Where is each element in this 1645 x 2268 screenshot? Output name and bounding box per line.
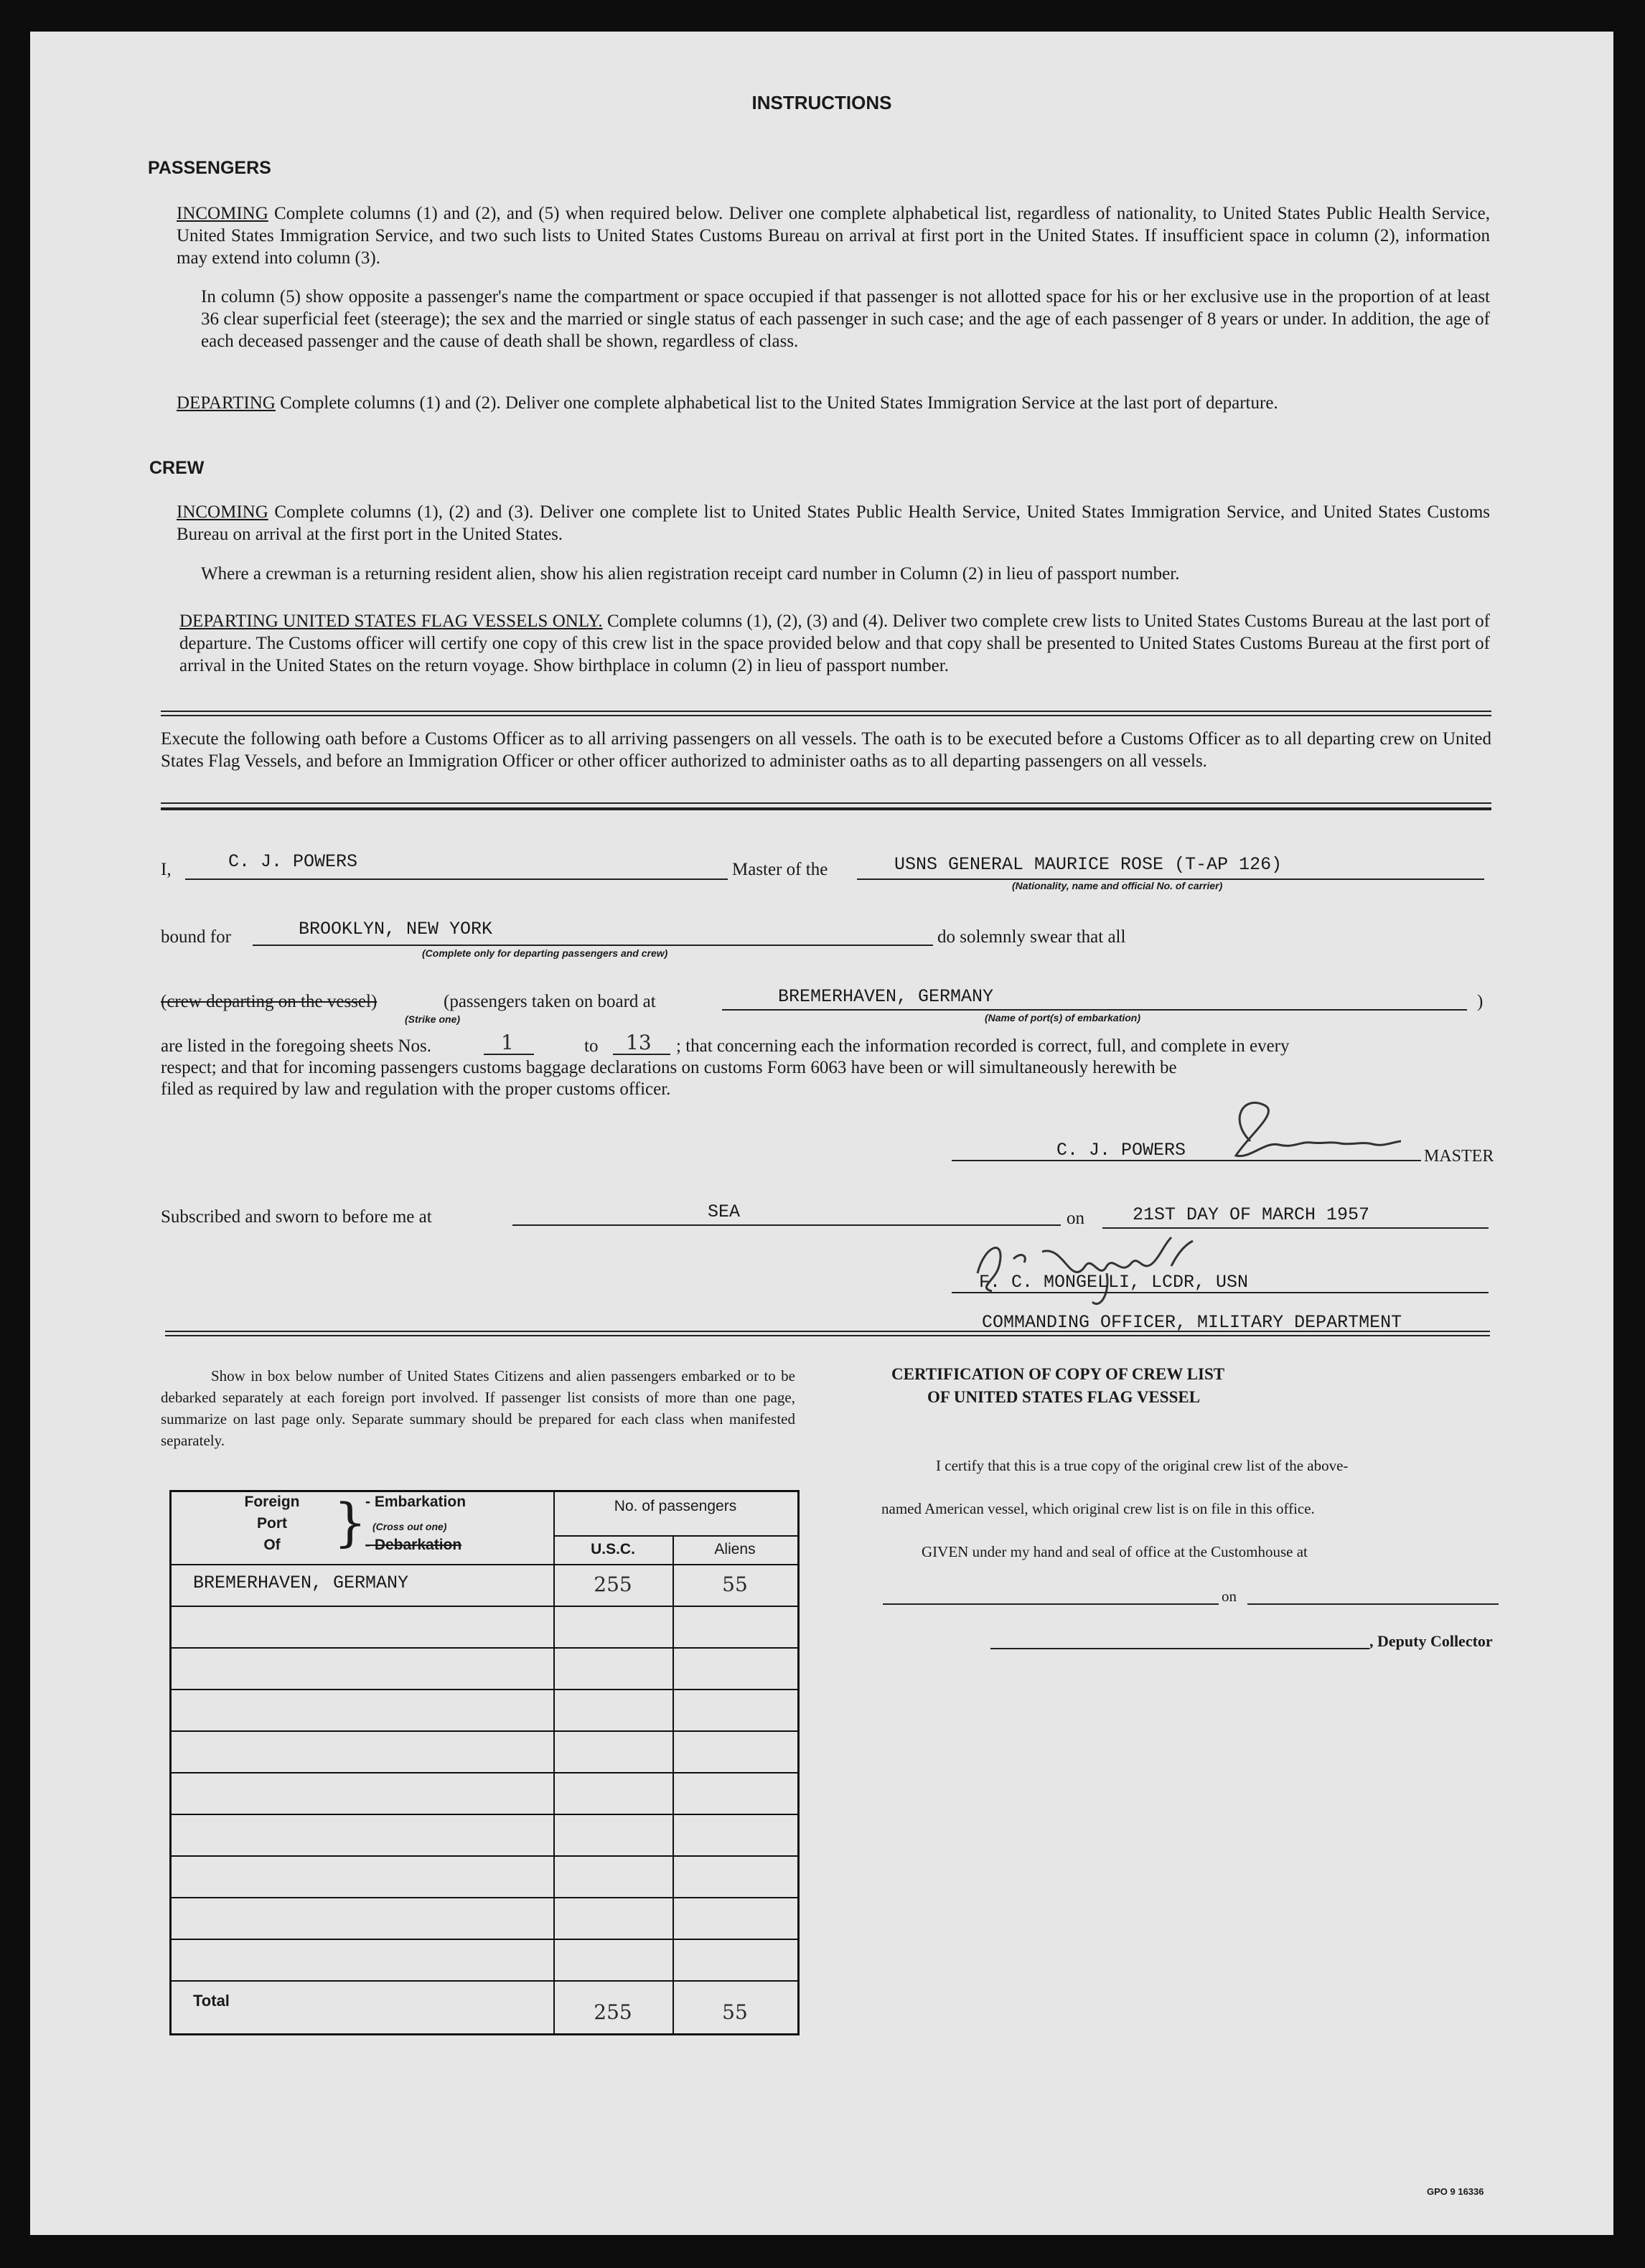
header-port: Port	[257, 1515, 287, 1532]
swear-text: do solemnly swear that all	[937, 927, 1126, 947]
bound-for-label: bound for	[161, 927, 231, 947]
total-label: Total	[193, 1992, 230, 2010]
oath-instructions: Execute the following oath before a Customs Officer as to all arriving passengers on all vessels. The oath is to be executed before a Customs Officer as to all departing crew on United States Flag Vessels, and before an Immigration Officer or other officer authorized to administer oaths as to all departing passengers on all vessels.	[161, 729, 1491, 771]
row-divider	[172, 1814, 797, 1815]
to-label: to	[584, 1036, 599, 1056]
divider	[161, 715, 1491, 716]
officer-signature	[963, 1223, 1265, 1316]
subscribed-label: Subscribed and sworn to before me at	[161, 1207, 432, 1227]
master-name-field: C. J. POWERS	[228, 851, 358, 872]
crew-heading: CREW	[149, 458, 205, 478]
certification-line-1: I certify that this is a true copy of the original crew list of the above-	[936, 1457, 1349, 1474]
port-field: BREMERHAVEN, GERMANY	[778, 986, 994, 1007]
crew-departing-label: DEPARTING UNITED STATES FLAG VESSELS ONLY.	[179, 611, 603, 631]
deputy-collector-line	[990, 1648, 1369, 1649]
passengers-taken-label: (passengers taken on board at	[444, 992, 656, 1011]
header-brace: }	[334, 1492, 367, 1552]
master-label: MASTER	[1424, 1147, 1494, 1166]
certification-title-1: CERTIFICATION OF COPY OF CREW LIST	[891, 1365, 1225, 1383]
page-title: INSTRUCTIONS	[751, 92, 892, 113]
master-signature	[1222, 1091, 1408, 1170]
divider	[165, 1331, 1490, 1332]
header-bottom	[172, 1564, 797, 1565]
listed-text-a: are listed in the foregoing sheets Nos.	[161, 1036, 431, 1056]
sworn-at-field: SEA	[708, 1201, 741, 1222]
passengers-incoming-label: INCOMING	[177, 204, 268, 223]
port-line	[722, 1009, 1467, 1011]
divider	[161, 802, 1491, 804]
close-paren: )	[1477, 992, 1484, 1011]
row-divider	[172, 1606, 797, 1607]
row-aliens: 55	[722, 1573, 748, 1596]
document-page	[30, 32, 1613, 2235]
header-usc: U.S.C.	[591, 1541, 635, 1557]
bound-for-line	[253, 945, 933, 946]
sworn-date-field: 21ST DAY OF MARCH 1957	[1133, 1204, 1370, 1225]
divider	[161, 807, 1491, 810]
row-divider	[172, 1647, 797, 1649]
on-label: on	[1067, 1209, 1084, 1228]
header-debarkation: - Debarkation	[365, 1537, 462, 1553]
column-divider	[672, 1535, 674, 2033]
vessel-caption: (Nationality, name and official No. of carrier)	[1012, 880, 1223, 891]
customhouse-line	[883, 1603, 1219, 1605]
crew-returning-paragraph: Where a crewman is a returning resident alien, show his alien registration receipt card number in Column (2) in lieu of passport number.	[201, 564, 1180, 584]
deputy-collector-label: , Deputy Collector	[1369, 1632, 1493, 1650]
passengers-incoming-paragraph	[177, 202, 1490, 269]
passenger-summary-table	[169, 1490, 800, 2035]
master-name-line	[185, 878, 728, 880]
listed-text-b: ; that concerning each the information recorded is correct, full, and complete in every	[676, 1036, 1290, 1056]
row-divider	[172, 1689, 797, 1690]
strike-caption: (Strike one)	[405, 1013, 461, 1025]
row-divider	[172, 1980, 797, 1982]
passengers-departing-text: Complete columns (1) and (2). Deliver one complete alphabetical list to the United States Immigration Service at the last port of departure.	[275, 393, 1278, 413]
officer-title: COMMANDING OFFICER, MILITARY DEPARTMENT	[982, 1312, 1402, 1333]
row-divider	[172, 1939, 797, 1940]
header-cross: (Cross out one)	[372, 1521, 447, 1532]
strike-crew-text: (crew departing on the vessel)	[161, 992, 378, 1011]
crew-departing-text: Complete columns (1), (2), (3) and (4). Deliver two complete crew lists to United States Customs Bureau at the last port of departure. The Customs officer will certify one copy of this crew list in the space provided below and that copy shall be presented to United States Customs Bureau at the first port of arrival in the United States on the return voyage. Show birthplace in column (2) in lieu of passport number.	[179, 611, 1490, 675]
row-usc: 255	[594, 1573, 632, 1596]
header-foreign: Foreign	[244, 1494, 300, 1510]
row-divider	[172, 1772, 797, 1773]
crew-incoming-paragraph	[177, 501, 1490, 545]
passengers-departing-label: DEPARTING	[177, 393, 276, 413]
master-signer-name: C. J. POWERS	[1056, 1140, 1186, 1161]
total-aliens: 55	[722, 2000, 748, 2024]
certification-date-line	[1247, 1603, 1499, 1605]
header-no-passengers: No. of passengers	[614, 1498, 737, 1514]
certification-line-3: GIVEN under my hand and seal of office at the Customhouse at	[922, 1543, 1308, 1560]
total-usc: 255	[594, 2000, 632, 2024]
crew-departing-paragraph	[179, 610, 1490, 677]
certification-on-label: on	[1222, 1588, 1237, 1605]
port-caption: (Name of port(s) of embarkation)	[985, 1012, 1141, 1023]
officer-name: F. C. MONGELLI, LCDR, USN	[979, 1272, 1249, 1293]
passengers-heading: PASSENGERS	[148, 158, 271, 178]
master-of-label: Master of the	[732, 860, 828, 879]
sheet-from-field: 1	[501, 1031, 514, 1054]
bound-for-caption: (Complete only for departing passengers and crew)	[422, 947, 668, 959]
header-divider	[553, 1535, 797, 1537]
divider	[161, 711, 1491, 712]
header-embarkation: - Embarkation	[365, 1494, 467, 1510]
listed-text-c: respect; and that for incoming passengers customs baggage declarations on customs Form 6063 have been or will simultaneously herewith be	[161, 1058, 1177, 1077]
row-divider	[172, 1897, 797, 1898]
crew-incoming-text: Complete columns (1), (2) and (3). Deliver one complete list to United States Public Health Service, United States Immigration Service, and United States Customs Bureau on arrival at the first port in the United States.	[177, 502, 1490, 544]
passengers-column5-paragraph: In column (5) show opposite a passenger's name the compartment or space occupied if that passenger is not allotted space for his or her exclusive use in the proportion of at least 36 clear superficial feet (steerage); the sex and the married or single status of each passenger in such case; and the age of each passenger of 8 years or under. In addition, the age of each deceased passenger and the cause of death shall be shown, regardless of class.	[201, 287, 1490, 351]
row-divider	[172, 1730, 797, 1732]
footer-code: GPO 9 16336	[1427, 2186, 1484, 2197]
passengers-departing-paragraph	[177, 392, 1490, 414]
bound-for-field: BROOKLYN, NEW YORK	[299, 919, 493, 939]
summary-instructions: Show in box below number of United States Citizens and alien passengers embarked or to be debarked separately at each foreign port involved. If passenger list consists of more than one page, summarize on last page only. Separate summary should be prepared for each class when manifested separately.	[161, 1367, 795, 1449]
listed-text-d: filed as required by law and regulation with the proper customs officer.	[161, 1079, 671, 1099]
passengers-incoming-text: Complete columns (1) and (2), and (5) when required below. Deliver one complete alphabetical list, regardless of nationality, to United States Public Health Service, United States Immigration Service, and two such lists to United States Customs Bureau on arrival at first port in the United States. If insufficient space in column (2), information may extend into column (3).	[177, 204, 1490, 268]
crew-incoming-label: INCOMING	[177, 502, 268, 522]
row-port: BREMERHAVEN, GERMANY	[193, 1573, 409, 1593]
certification-title-2: OF UNITED STATES FLAG VESSEL	[927, 1388, 1201, 1406]
header-aliens: Aliens	[714, 1541, 756, 1557]
row-divider	[172, 1855, 797, 1857]
divider	[165, 1335, 1490, 1336]
oath-i-label: I,	[161, 860, 172, 879]
certification-line-2: named American vessel, which original crew list is on file in this office.	[881, 1500, 1315, 1517]
vessel-field: USNS GENERAL MAURICE ROSE (T-AP 126)	[894, 854, 1283, 875]
header-of: Of	[263, 1537, 281, 1553]
sheet-to-field: 13	[626, 1031, 652, 1054]
